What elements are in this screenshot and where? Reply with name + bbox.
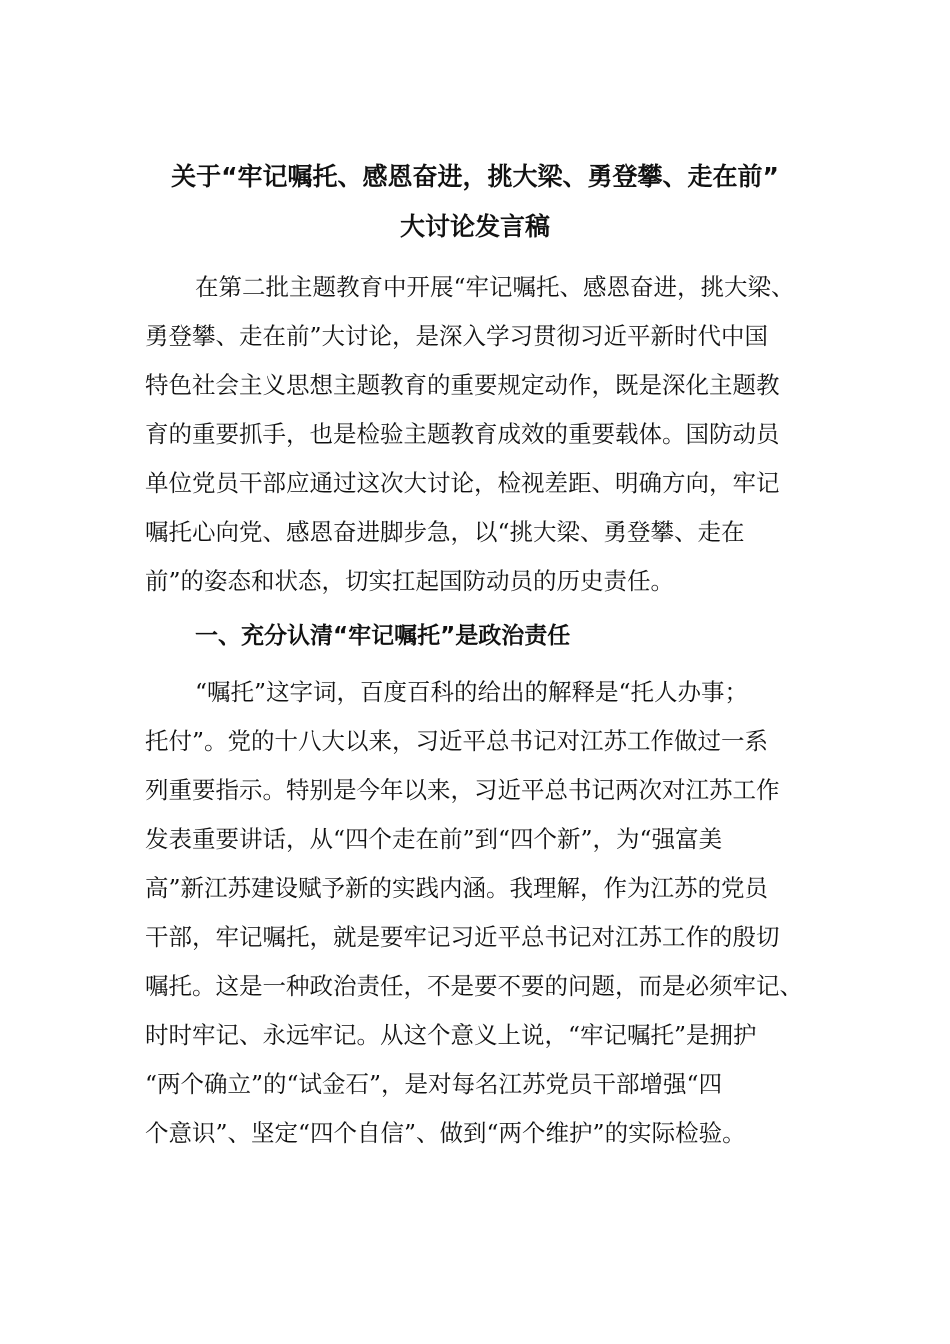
paragraph-line: “嘱托”这字词，百度百科的给出的解释是“托人办事； — [195, 678, 749, 706]
paragraph-line: 嘱托。这是一种政治责任，不是要不要的问题，而是必须牢记、 — [145, 972, 803, 1000]
paragraph-line: 时时牢记、永远牢记。从这个意义上说，“牢记嘱托”是拥护 — [145, 1021, 757, 1049]
document-title-line-2: 大讨论发言稿 — [399, 212, 550, 241]
paragraph-line: 在第二批主题教育中开展“牢记嘱托、感恩奋进，挑大梁、 — [195, 273, 795, 301]
paragraph-line: “两个确立”的“试金石”，是对每名江苏党员干部增强“四 — [145, 1070, 723, 1098]
paragraph-line: 育的重要抓手，也是检验主题教育成效的重要载体。国防动员 — [145, 420, 780, 448]
paragraph-line: 单位党员干部应通过这次大讨论，检视差距、明确方向，牢记 — [145, 469, 780, 497]
paragraph-line: 前”的姿态和状态，切实扛起国防动员的历史责任。 — [145, 567, 675, 595]
paragraph-line: 托付”。党的十八大以来，习近平总书记对江苏工作做过一系 — [145, 727, 769, 755]
paragraph-line: 高”新江苏建设赋予新的实践内涵。我理解，作为江苏的党员 — [145, 874, 769, 902]
paragraph-line: 嘱托心向党、感恩奋进脚步急，以“挑大梁、勇登攀、走在 — [145, 518, 745, 546]
paragraph-line: 发表重要讲话，从“四个走在前”到“四个新”，为“强富美 — [145, 825, 723, 853]
section-heading-1: 一、充分认清“牢记嘱托”是政治责任 — [195, 623, 571, 649]
paragraph-line: 个意识”、坚定“四个自信”、做到“两个维护”的实际检验。 — [145, 1119, 746, 1147]
paragraph-line: 列重要指示。特别是今年以来，习近平总书记两次对江苏工作 — [145, 776, 780, 804]
paragraph-line: 干部，牢记嘱托，就是要牢记习近平总书记对江苏工作的殷切 — [145, 923, 780, 951]
document-title-line-1: 关于“牢记嘱托、感恩奋进，挑大梁、勇登攀、走在前” — [171, 162, 779, 191]
paragraph-line: 勇登攀、走在前”大讨论，是深入学习贯彻习近平新时代中国 — [145, 322, 769, 350]
paragraph-line: 特色社会主义思想主题教育的重要规定动作，既是深化主题教 — [145, 371, 780, 399]
